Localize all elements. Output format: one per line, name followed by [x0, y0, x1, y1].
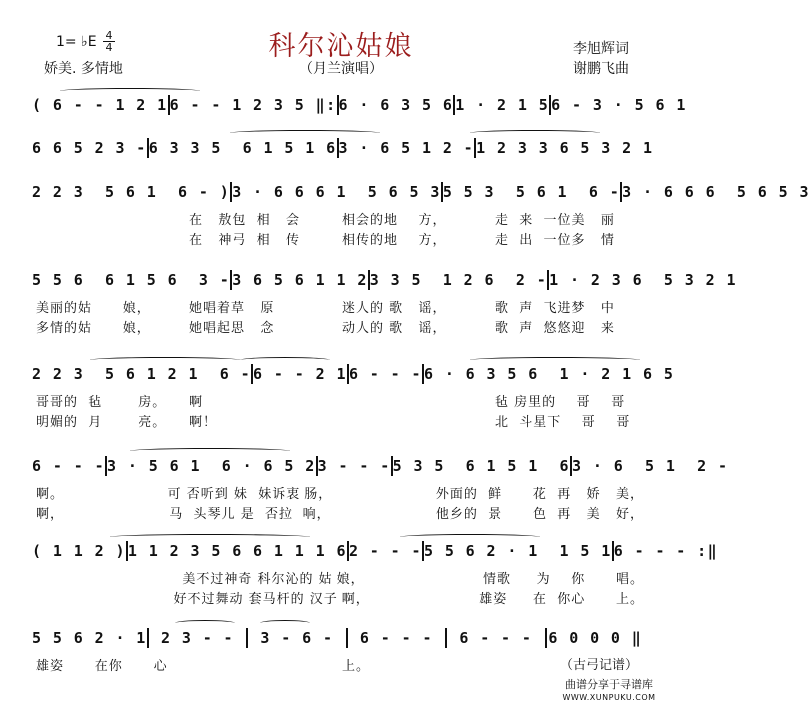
lyric-segment: 她唱起思 念 — [189, 321, 275, 336]
lyric-line — [32, 209, 644, 227]
lyric-segment: 外面的 鲜 花 再 娇 美， — [435, 487, 644, 502]
lyric-segment: 美不过神奇 科尔沁的 姑 — [182, 572, 333, 587]
lyric-segment — [338, 391, 491, 409]
lyric-segment: 可 否听到 妹 妹诉衷 — [167, 487, 301, 502]
lyric-segment: 在 敖包 相 会 — [189, 213, 301, 228]
measure-notes: 6 0 0 0 ‖ — [548, 629, 643, 647]
lyric-segment: 娘， — [336, 572, 365, 587]
measure-notes: ( 6 - - 1 2 1 — [32, 96, 168, 114]
lyric-segment: 歌 声 悠悠迎 来 — [495, 321, 615, 336]
lyric-segment: 上。 — [342, 659, 371, 674]
slur-mark — [60, 88, 200, 94]
lyric-segment: 雄姿 在你 心 — [36, 659, 168, 674]
lyric-segment: 雄姿 在 你心 上。 — [479, 592, 644, 607]
measure-notes: 6 - - - — [348, 365, 422, 383]
lyric-segment: 走 来 一位美 丽 — [495, 213, 615, 228]
measure-notes: 3 - - - — [317, 457, 391, 475]
lyric-line — [32, 568, 644, 586]
measure-notes: 3 · 6 5 1 2 - — [571, 457, 729, 475]
measure-notes: 3 6 5 6 1 1 2 — [232, 271, 368, 289]
footer-site: WWW.XUNPUKU.COM — [562, 693, 656, 702]
time-signature-bottom: 4 — [103, 41, 115, 53]
slur-mark — [90, 357, 240, 363]
measure-notes: 3 3 5 1 2 6 2 - — [369, 271, 548, 289]
measure-notes: 5 5 6 2 · 1 — [32, 629, 147, 647]
lyric-segment: 啊， — [36, 507, 65, 522]
lyric-line — [32, 588, 644, 606]
slur-mark — [470, 357, 640, 363]
lyric-line — [32, 483, 644, 501]
lyric-segment: 迷人的 歌 谣， — [342, 301, 447, 316]
measure-notes: 6 - - 2 1 — [253, 365, 347, 383]
lyric-segment: 动人的 歌 谣， — [342, 321, 447, 336]
lyric-segment: 毡 房里的 哥 哥 — [495, 395, 626, 410]
slur-mark — [230, 130, 380, 136]
score-row — [32, 181, 810, 203]
measure-notes: 1 · 2 3 6 5 3 2 1 — [549, 271, 737, 289]
measure-notes: 6 · 6 3 5 6 — [338, 96, 454, 114]
slur-mark — [110, 534, 310, 540]
key-signature: 1= ♭E — [56, 34, 97, 50]
measure-notes: 2 3 - - — [160, 629, 234, 647]
measure-notes: 2 2 3 5 6 1 6 - ) — [32, 183, 231, 201]
page-title: 科尔沁姑娘 — [268, 31, 414, 62]
composer-credit: 谢鹏飞曲 — [573, 61, 629, 77]
measure-notes: 5 5 6 6 1 5 6 3 - — [32, 271, 231, 289]
measure-notes: 1 1 2 3 5 6 6 1 1 1 6 — [127, 542, 347, 560]
lyric-line — [32, 229, 644, 247]
lyric-segment: 歌 声 飞进梦 中 — [495, 301, 615, 316]
score-row — [32, 137, 654, 159]
score-row — [32, 455, 729, 477]
score-row — [32, 363, 675, 385]
slur-mark — [470, 130, 600, 136]
measure-notes: 5 3 5 6 1 5 1 6 — [392, 457, 570, 475]
lyric-segment — [32, 588, 170, 606]
lyric-segment: 美丽的姑 娘， — [36, 301, 151, 316]
slur-mark — [175, 620, 235, 626]
measure-notes: 6 3 3 5 6 1 5 1 6 — [148, 139, 337, 157]
measure-notes: ( 1 1 2 ) — [32, 542, 126, 560]
lyric-segment: 多情的姑 娘， — [36, 321, 151, 336]
measure-notes: 6 - - - — [459, 629, 533, 647]
lyric-segment: 啊。 — [36, 487, 65, 502]
measure-notes: 6 - - - — [359, 629, 433, 647]
measure-notes: 6 - 3 · 5 6 1 — [551, 96, 687, 114]
lyric-segment — [32, 229, 185, 247]
measure-notes: 3 · 6 5 1 2 - — [338, 139, 475, 157]
lyric-segment: 情歌 为 你 唱。 — [483, 572, 645, 587]
lyricist-credit: 李旭辉词 — [573, 41, 629, 57]
slur-mark — [400, 534, 540, 540]
lyric-segment — [32, 568, 178, 586]
lyric-segment — [185, 655, 338, 673]
lyric-segment: 马 头琴儿 是 否拉 — [169, 507, 293, 522]
footer-watermark — [540, 678, 678, 704]
measure-notes: 1 2 3 3 6 5 3 2 1 — [476, 139, 654, 157]
lyric-segment: 她唱着草 原 — [189, 301, 275, 316]
footer-label: 曲谱分享于寻谱库 — [565, 678, 653, 691]
measure-notes: 6 - - 1 2 3 5 ‖: — [169, 96, 337, 114]
lyric-segment: 相会的地 方， — [342, 213, 447, 228]
singer-credit: （月兰演唱） — [299, 61, 383, 77]
lyric-line — [32, 411, 644, 429]
measure-notes: 5 5 3 5 6 1 6 - — [442, 183, 621, 201]
measure-notes: 2 2 3 5 6 1 2 1 6 - — [32, 365, 252, 383]
lyric-line — [32, 655, 644, 673]
score-row — [32, 94, 687, 116]
measure-notes: 1 · 2 1 5 — [455, 96, 550, 114]
measure-notes: 6 6 5 2 3 - — [32, 139, 147, 157]
time-signature — [103, 30, 115, 53]
time-signature-top: 4 — [105, 29, 113, 42]
lyric-segment: 啊， — [341, 592, 370, 607]
lyric-segment: 北 斗星下 哥 哥 — [495, 415, 631, 430]
measure-notes: 3 · 5 6 1 6 · 6 5 2 — [107, 457, 316, 475]
score-row — [32, 540, 719, 562]
lyric-segment: 相传的地 方， — [342, 233, 447, 248]
measure-notes: 6 - - - :‖ — [613, 542, 719, 560]
lyric-segment: 响， — [302, 507, 331, 522]
lyric-segment: 啊！ — [189, 415, 218, 430]
lyric-segment: 啊 — [189, 395, 204, 410]
lyric-segment: 走 出 一位多 情 — [495, 233, 615, 248]
score-row — [32, 269, 737, 291]
lyric-segment — [32, 209, 185, 227]
slur-mark — [240, 357, 330, 363]
lyric-segment: 明媚的 月 亮。 — [36, 415, 167, 430]
lyric-line — [32, 503, 644, 521]
lyric-segment: 哥哥的 毡 房。 — [36, 395, 167, 410]
performance-style: 娇美. 多情地 — [44, 61, 123, 77]
slur-mark — [260, 620, 310, 626]
score-row — [32, 627, 644, 649]
lyric-segment: 他乡的 景 色 再 美 好， — [435, 507, 645, 522]
lyric-segment: 好不过舞动 套马杆的 汉子 — [173, 592, 338, 607]
lyric-line — [32, 391, 644, 409]
lyric-segment: 在 神弓 相 传 — [189, 233, 301, 248]
measure-notes: 3 · 6 6 6 1 5 6 5 3 — [232, 183, 441, 201]
measure-notes: 3 - 6 - — [260, 629, 334, 647]
lyric-segment — [338, 411, 491, 429]
lyric-line — [32, 317, 644, 335]
measure-notes: 5 5 6 2 · 1 1 5 1 — [423, 542, 612, 560]
measure-notes: 2 - - - — [348, 542, 422, 560]
measure-notes: 6 - - - — [32, 457, 106, 475]
lyric-line — [32, 297, 644, 315]
slur-mark — [130, 448, 290, 454]
lyric-segment: 肠， — [304, 487, 333, 502]
measure-notes: 6 · 6 3 5 6 1 · 2 1 6 5 — [423, 365, 675, 383]
measure-notes: 3 · 6 6 6 5 6 5 3 — [622, 183, 810, 201]
transcriber-note: （古弓记谱） — [560, 658, 639, 673]
